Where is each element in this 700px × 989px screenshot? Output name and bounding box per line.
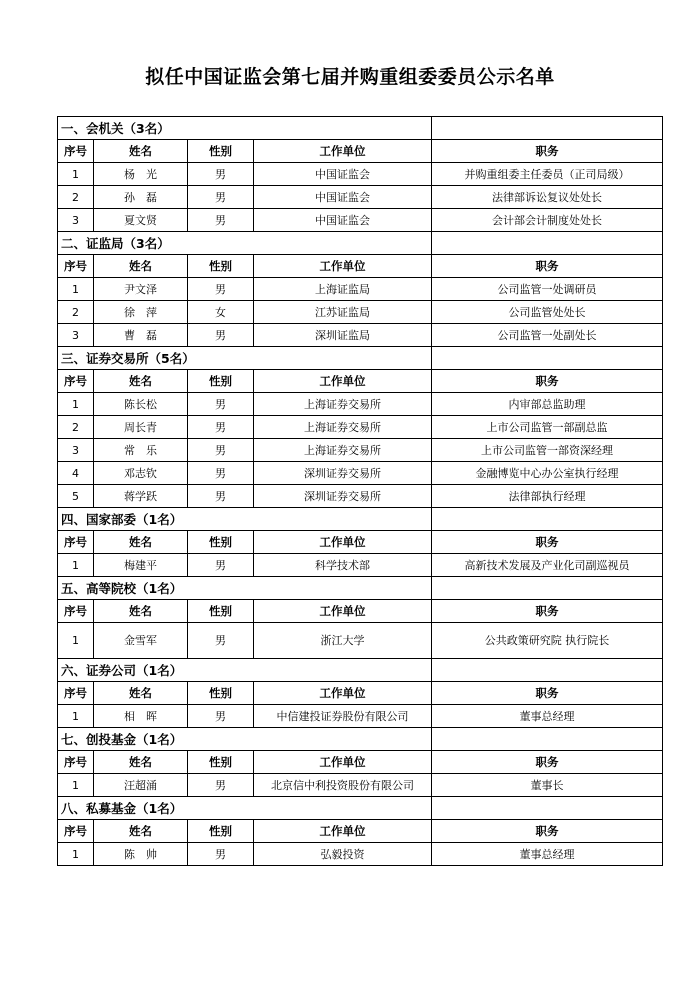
table-row — [58, 774, 663, 797]
header-gender: 性别 — [188, 820, 254, 843]
table-row — [58, 416, 663, 439]
header-gender: 性别 — [188, 600, 254, 623]
section-heading-blank — [432, 797, 663, 820]
table-row — [58, 554, 663, 577]
table-row — [58, 705, 663, 728]
name-cell: 徐 萍 — [94, 301, 188, 324]
row-number-cell: 1 — [58, 843, 94, 866]
work-unit-cell: 江苏证监局 — [254, 301, 432, 324]
position-cell: 董事长 — [432, 774, 663, 797]
position-cell: 上市公司监管一部资深经理 — [432, 439, 663, 462]
header-gender: 性别 — [188, 682, 254, 705]
row-number-cell: 3 — [58, 439, 94, 462]
header-gender: 性别 — [188, 255, 254, 278]
name-cell: 陈长松 — [94, 393, 188, 416]
section-heading-row — [58, 659, 663, 682]
column-header-row — [58, 600, 663, 623]
work-unit-cell: 深圳证监局 — [254, 324, 432, 347]
section-heading-blank — [432, 659, 663, 682]
header-name: 姓名 — [94, 600, 188, 623]
table-row — [58, 439, 663, 462]
position-cell: 公司监管一处副处长 — [432, 324, 663, 347]
work-unit-cell: 中信建投证券股份有限公司 — [254, 705, 432, 728]
gender-cell: 男 — [188, 186, 254, 209]
position-cell: 公司监管一处调研员 — [432, 278, 663, 301]
gender-cell: 男 — [188, 393, 254, 416]
section-heading-row — [58, 577, 663, 600]
header-number: 序号 — [58, 140, 94, 163]
section-heading-row — [58, 117, 663, 140]
column-header-row — [58, 255, 663, 278]
column-header-row — [58, 682, 663, 705]
section-heading: 三、证券交易所（5名） — [58, 347, 432, 370]
section-heading: 四、国家部委（1名） — [58, 508, 432, 531]
position-cell: 法律部诉讼复议处处长 — [432, 186, 663, 209]
gender-cell: 男 — [188, 705, 254, 728]
header-position: 职务 — [432, 140, 663, 163]
header-name: 姓名 — [94, 820, 188, 843]
section-heading-blank — [432, 117, 663, 140]
header-name: 姓名 — [94, 140, 188, 163]
header-name: 姓名 — [94, 682, 188, 705]
header-gender: 性别 — [188, 751, 254, 774]
section-heading-blank — [432, 232, 663, 255]
table-row — [58, 324, 663, 347]
name-cell: 陈 帅 — [94, 843, 188, 866]
header-work-unit: 工作单位 — [254, 600, 432, 623]
name-cell: 杨 光 — [94, 163, 188, 186]
gender-cell: 男 — [188, 485, 254, 508]
section-heading-row — [58, 347, 663, 370]
header-position: 职务 — [432, 600, 663, 623]
gender-cell: 男 — [188, 774, 254, 797]
gender-cell: 男 — [188, 554, 254, 577]
header-number: 序号 — [58, 370, 94, 393]
position-cell: 会计部会计制度处处长 — [432, 209, 663, 232]
row-number-cell: 1 — [58, 774, 94, 797]
header-name: 姓名 — [94, 370, 188, 393]
gender-cell: 男 — [188, 209, 254, 232]
header-position: 职务 — [432, 751, 663, 774]
section-heading-row — [58, 797, 663, 820]
header-number: 序号 — [58, 751, 94, 774]
header-work-unit: 工作单位 — [254, 682, 432, 705]
row-number-cell: 4 — [58, 462, 94, 485]
section-heading: 六、证券公司（1名） — [58, 659, 432, 682]
table-row — [58, 623, 663, 659]
row-number-cell: 3 — [58, 209, 94, 232]
section-heading: 八、私募基金（1名） — [58, 797, 432, 820]
row-number-cell: 1 — [58, 554, 94, 577]
position-cell: 内审部总监助理 — [432, 393, 663, 416]
row-number-cell: 5 — [58, 485, 94, 508]
header-number: 序号 — [58, 682, 94, 705]
section-heading-row — [58, 508, 663, 531]
section-heading-blank — [432, 728, 663, 751]
position-cell: 公共政策研究院 执行院长 — [432, 623, 663, 659]
section-heading: 一、会机关（3名） — [58, 117, 432, 140]
header-position: 职务 — [432, 820, 663, 843]
section-heading: 七、创投基金（1名） — [58, 728, 432, 751]
work-unit-cell: 北京信中利投资股份有限公司 — [254, 774, 432, 797]
row-number-cell: 1 — [58, 393, 94, 416]
gender-cell: 男 — [188, 324, 254, 347]
header-work-unit: 工作单位 — [254, 370, 432, 393]
gender-cell: 男 — [188, 843, 254, 866]
row-number-cell: 2 — [58, 416, 94, 439]
table-row — [58, 209, 663, 232]
column-header-row — [58, 140, 663, 163]
header-position: 职务 — [432, 531, 663, 554]
header-number: 序号 — [58, 255, 94, 278]
table-row — [58, 301, 663, 324]
header-gender: 性别 — [188, 531, 254, 554]
row-number-cell: 1 — [58, 163, 94, 186]
name-cell: 尹文泽 — [94, 278, 188, 301]
table-row — [58, 462, 663, 485]
table-row — [58, 163, 663, 186]
work-unit-cell: 中国证监会 — [254, 163, 432, 186]
position-cell: 高新技术发展及产业化司副巡视员 — [432, 554, 663, 577]
header-work-unit: 工作单位 — [254, 255, 432, 278]
section-heading-blank — [432, 508, 663, 531]
name-cell: 汪超涌 — [94, 774, 188, 797]
position-cell: 法律部执行经理 — [432, 485, 663, 508]
header-gender: 性别 — [188, 140, 254, 163]
name-cell: 夏文贤 — [94, 209, 188, 232]
row-number-cell: 1 — [58, 278, 94, 301]
section-heading-blank — [432, 577, 663, 600]
section-heading-row — [58, 232, 663, 255]
page-title: 拟任中国证监会第七届并购重组委委员公示名单 — [145, 66, 555, 88]
gender-cell: 男 — [188, 439, 254, 462]
gender-cell: 男 — [188, 163, 254, 186]
committee-roster-table — [57, 116, 663, 866]
gender-cell: 男 — [188, 462, 254, 485]
header-position: 职务 — [432, 682, 663, 705]
header-number: 序号 — [58, 600, 94, 623]
name-cell: 相 晖 — [94, 705, 188, 728]
section-heading-row — [58, 728, 663, 751]
work-unit-cell: 弘毅投资 — [254, 843, 432, 866]
name-cell: 梅建平 — [94, 554, 188, 577]
name-cell: 蒋学跃 — [94, 485, 188, 508]
work-unit-cell: 上海证券交易所 — [254, 393, 432, 416]
name-cell: 孙 磊 — [94, 186, 188, 209]
gender-cell: 男 — [188, 278, 254, 301]
work-unit-cell: 科学技术部 — [254, 554, 432, 577]
row-number-cell: 2 — [58, 186, 94, 209]
header-name: 姓名 — [94, 751, 188, 774]
gender-cell: 男 — [188, 416, 254, 439]
section-heading: 五、高等院校（1名） — [58, 577, 432, 600]
position-cell: 并购重组委主任委员（正司局级） — [432, 163, 663, 186]
work-unit-cell: 中国证监会 — [254, 209, 432, 232]
row-number-cell: 1 — [58, 623, 94, 659]
column-header-row — [58, 751, 663, 774]
row-number-cell: 2 — [58, 301, 94, 324]
table-row — [58, 186, 663, 209]
header-name: 姓名 — [94, 255, 188, 278]
column-header-row — [58, 820, 663, 843]
header-gender: 性别 — [188, 370, 254, 393]
header-work-unit: 工作单位 — [254, 751, 432, 774]
header-work-unit: 工作单位 — [254, 140, 432, 163]
section-heading: 二、证监局（3名） — [58, 232, 432, 255]
row-number-cell: 3 — [58, 324, 94, 347]
table-row — [58, 393, 663, 416]
header-position: 职务 — [432, 255, 663, 278]
position-cell: 董事总经理 — [432, 705, 663, 728]
header-name: 姓名 — [94, 531, 188, 554]
row-number-cell: 1 — [58, 705, 94, 728]
name-cell: 金雪军 — [94, 623, 188, 659]
table-row — [58, 485, 663, 508]
name-cell: 邓志钦 — [94, 462, 188, 485]
work-unit-cell: 上海证券交易所 — [254, 416, 432, 439]
position-cell: 公司监管处处长 — [432, 301, 663, 324]
header-position: 职务 — [432, 370, 663, 393]
position-cell: 董事总经理 — [432, 843, 663, 866]
header-work-unit: 工作单位 — [254, 531, 432, 554]
table-row — [58, 278, 663, 301]
name-cell: 周长青 — [94, 416, 188, 439]
column-header-row — [58, 531, 663, 554]
section-heading-blank — [432, 347, 663, 370]
work-unit-cell: 浙江大学 — [254, 623, 432, 659]
work-unit-cell: 深圳证券交易所 — [254, 462, 432, 485]
header-number: 序号 — [58, 820, 94, 843]
gender-cell: 女 — [188, 301, 254, 324]
name-cell: 曹 磊 — [94, 324, 188, 347]
work-unit-cell: 深圳证券交易所 — [254, 485, 432, 508]
column-header-row — [58, 370, 663, 393]
header-work-unit: 工作单位 — [254, 820, 432, 843]
work-unit-cell: 上海证券交易所 — [254, 439, 432, 462]
table-row — [58, 843, 663, 866]
header-number: 序号 — [58, 531, 94, 554]
position-cell: 上市公司监管一部副总监 — [432, 416, 663, 439]
work-unit-cell: 上海证监局 — [254, 278, 432, 301]
work-unit-cell: 中国证监会 — [254, 186, 432, 209]
name-cell: 常 乐 — [94, 439, 188, 462]
position-cell: 金融博览中心办公室执行经理 — [432, 462, 663, 485]
gender-cell: 男 — [188, 623, 254, 659]
